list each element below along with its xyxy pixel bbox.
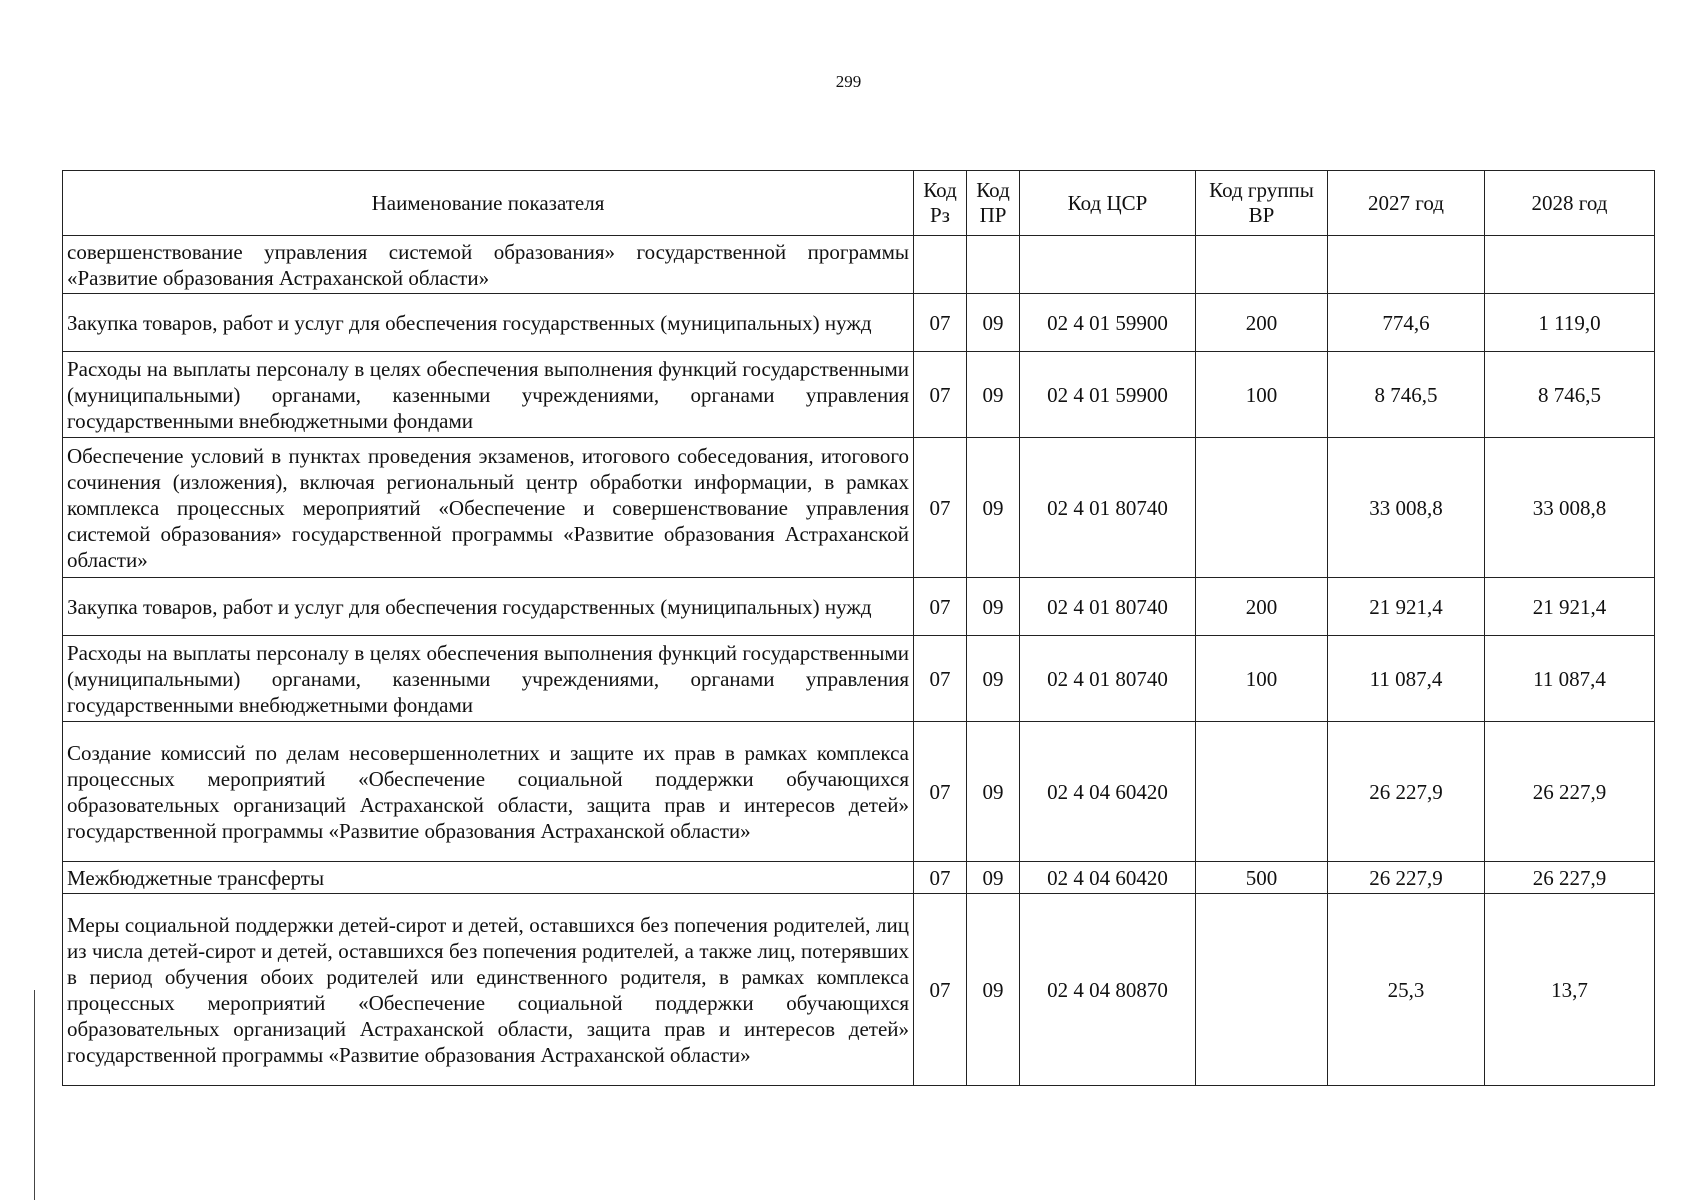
row-pr: 09 xyxy=(967,636,1020,722)
row-rz: 07 xyxy=(914,294,967,352)
row-2028: 33 008,8 xyxy=(1485,438,1655,578)
row-pr: 09 xyxy=(967,862,1020,894)
row-name: Расходы на выплаты персоналу в целях обеспечения выполнения функций государственными (муниципальными) органами, казенными учреждениями, органами управления государственными внебюджетными фондами xyxy=(63,636,914,722)
row-2028: 8 746,5 xyxy=(1485,352,1655,438)
table-row xyxy=(63,578,1655,636)
row-2027: 21 921,4 xyxy=(1328,578,1485,636)
row-vr xyxy=(1196,894,1328,1086)
row-vr: 200 xyxy=(1196,578,1328,636)
header-name: Наименование показателя xyxy=(63,171,914,236)
row-csr xyxy=(1020,236,1196,294)
table-row xyxy=(63,862,1655,894)
row-pr: 09 xyxy=(967,578,1020,636)
row-name: Обеспечение условий в пунктах проведения экзаменов, итогового собеседования, итогового сочинения (изложения), включая региональный центр обработки информации, в рамках комплекса процессных мероприятий «Обеспечение и совершенствование управления системой образования» государственной программы «Развитие образования Астраханской области» xyxy=(63,438,914,578)
row-rz: 07 xyxy=(914,862,967,894)
row-vr: 100 xyxy=(1196,352,1328,438)
row-2028: 13,7 xyxy=(1485,894,1655,1086)
row-2028: 11 087,4 xyxy=(1485,636,1655,722)
row-csr: 02 4 01 80740 xyxy=(1020,636,1196,722)
budget-table xyxy=(62,170,1655,1086)
row-vr: 200 xyxy=(1196,294,1328,352)
row-name: Создание комиссий по делам несовершеннолетних и защите их прав в рамках комплекса процессных мероприятий «Обеспечение социальной поддержки обучающихся образовательных организаций Астраханской области, защита прав и интересов детей» государственной программы «Развитие образования Астраханской области» xyxy=(63,722,914,862)
row-vr xyxy=(1196,438,1328,578)
row-csr: 02 4 04 80870 xyxy=(1020,894,1196,1086)
row-csr: 02 4 01 80740 xyxy=(1020,438,1196,578)
row-rz xyxy=(914,236,967,294)
row-2028: 26 227,9 xyxy=(1485,862,1655,894)
row-2028 xyxy=(1485,236,1655,294)
row-2028: 21 921,4 xyxy=(1485,578,1655,636)
row-2027: 25,3 xyxy=(1328,894,1485,1086)
row-name: Расходы на выплаты персоналу в целях обеспечения выполнения функций государственными (муниципальными) органами, казенными учреждениями, органами управления государственными внебюджетными фондами xyxy=(63,352,914,438)
row-csr: 02 4 04 60420 xyxy=(1020,722,1196,862)
header-2027: 2027 год xyxy=(1328,171,1485,236)
row-pr xyxy=(967,236,1020,294)
row-rz: 07 xyxy=(914,722,967,862)
row-pr: 09 xyxy=(967,438,1020,578)
row-name: совершенствование управления системой образования» государственной программы «Развитие образования Астраханской области» xyxy=(63,236,914,294)
row-rz: 07 xyxy=(914,578,967,636)
header-rz: Код Рз xyxy=(914,171,967,236)
row-rz: 07 xyxy=(914,636,967,722)
table-row xyxy=(63,438,1655,578)
row-2027: 774,6 xyxy=(1328,294,1485,352)
row-2027: 8 746,5 xyxy=(1328,352,1485,438)
page-number: 299 xyxy=(835,72,862,91)
row-csr: 02 4 01 80740 xyxy=(1020,578,1196,636)
table-header-row xyxy=(63,171,1655,236)
row-csr: 02 4 04 60420 xyxy=(1020,862,1196,894)
row-2027: 26 227,9 xyxy=(1328,862,1485,894)
row-2028: 1 119,0 xyxy=(1485,294,1655,352)
row-csr: 02 4 01 59900 xyxy=(1020,294,1196,352)
row-vr xyxy=(1196,722,1328,862)
row-2027: 11 087,4 xyxy=(1328,636,1485,722)
row-rz: 07 xyxy=(914,352,967,438)
row-2027: 33 008,8 xyxy=(1328,438,1485,578)
row-vr: 100 xyxy=(1196,636,1328,722)
row-name: Межбюджетные трансферты xyxy=(63,862,914,894)
row-csr: 02 4 01 59900 xyxy=(1020,352,1196,438)
row-pr: 09 xyxy=(967,294,1020,352)
header-pr: Код ПР xyxy=(967,171,1020,236)
header-vr: Код группы ВР xyxy=(1196,171,1328,236)
row-2027 xyxy=(1328,236,1485,294)
row-name: Меры социальной поддержки детей-сирот и детей, оставшихся без попечения родителей, лиц из числа детей-сирот и детей, оставшихся без попечения родителей, а также лиц, потерявших в период обучения обоих родителей или единственного родителя, в рамках комплекса процессных мероприятий «Обеспечение социальной поддержки обучающихся образовательных организаций Астраханской области, защита прав и интересов детей» государственной программы «Развитие образования Астраханской области» xyxy=(63,894,914,1086)
row-name: Закупка товаров, работ и услуг для обеспечения государственных (муниципальных) нужд xyxy=(63,294,914,352)
row-2027: 26 227,9 xyxy=(1328,722,1485,862)
row-rz: 07 xyxy=(914,894,967,1086)
table-row xyxy=(63,236,1655,294)
row-pr: 09 xyxy=(967,722,1020,862)
header-csr: Код ЦСР xyxy=(1020,171,1196,236)
row-vr: 500 xyxy=(1196,862,1328,894)
table-row xyxy=(63,722,1655,862)
table-row xyxy=(63,894,1655,1086)
row-2028: 26 227,9 xyxy=(1485,722,1655,862)
row-name: Закупка товаров, работ и услуг для обеспечения государственных (муниципальных) нужд xyxy=(63,578,914,636)
row-vr xyxy=(1196,236,1328,294)
header-2028: 2028 год xyxy=(1485,171,1655,236)
margin-line xyxy=(34,990,35,1200)
table-row xyxy=(63,294,1655,352)
row-rz: 07 xyxy=(914,438,967,578)
table-row xyxy=(63,352,1655,438)
row-pr: 09 xyxy=(967,352,1020,438)
row-pr: 09 xyxy=(967,894,1020,1086)
table-row xyxy=(63,636,1655,722)
